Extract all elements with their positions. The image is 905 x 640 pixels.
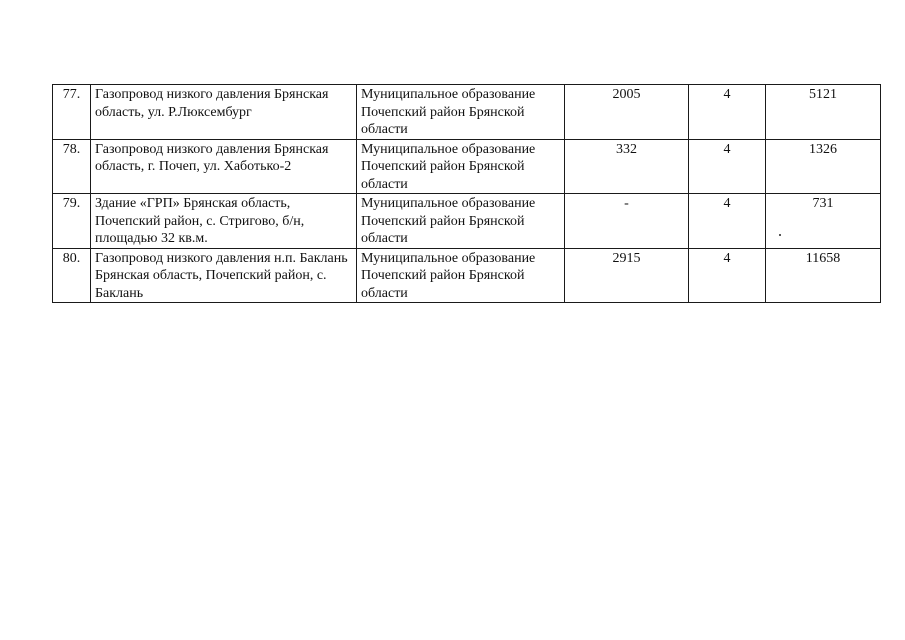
object-description: Газопровод низкого давления Брянская область, г. Почеп, ул. Хаботько-2 (91, 139, 357, 194)
object-description: Газопровод низкого давления Брянская область, ул. Р.Люксембург (91, 85, 357, 140)
table-row (53, 194, 881, 249)
length-value: 2915 (565, 248, 689, 303)
row-number: 78. (53, 139, 91, 194)
category-value: 4 (689, 139, 766, 194)
row-number: 77. (53, 85, 91, 140)
row-number: 79. (53, 194, 91, 249)
owner-name: Муниципальное образование Почепский район Брянской области (357, 248, 565, 303)
owner-name: Муниципальное образование Почепский район Брянской области (357, 194, 565, 249)
length-value: - (565, 194, 689, 249)
row-number: 80. (53, 248, 91, 303)
table-row (53, 248, 881, 303)
object-description: Здание «ГРП» Брянская область, Почепский район, с. Стригово, б/н, площадью 32 кв.м. (91, 194, 357, 249)
table-row (53, 85, 881, 140)
scan-speck (779, 234, 781, 236)
object-description: Газопровод низкого давления н.п. Баклань Брянская область, Почепский район, с. Баклань (91, 248, 357, 303)
owner-name: Муниципальное образование Почепский район Брянской области (357, 85, 565, 140)
amount-value: 5121 (766, 85, 881, 140)
length-value: 2005 (565, 85, 689, 140)
amount-value: 11658 (766, 248, 881, 303)
length-value: 332 (565, 139, 689, 194)
table-row (53, 139, 881, 194)
amount-value: 1326 (766, 139, 881, 194)
amount-value: 731 (766, 194, 881, 249)
owner-name: Муниципальное образование Почепский район Брянской области (357, 139, 565, 194)
category-value: 4 (689, 194, 766, 249)
category-value: 4 (689, 85, 766, 140)
category-value: 4 (689, 248, 766, 303)
property-table (52, 84, 881, 303)
